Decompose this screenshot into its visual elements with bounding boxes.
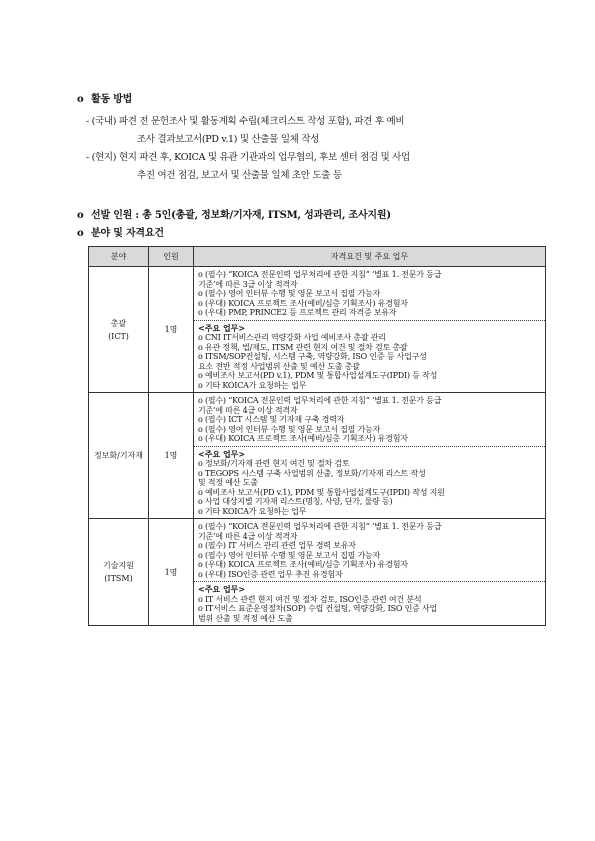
requirements-table	[88, 246, 546, 626]
duty-line: o 기타 KOICA가 요청하는 업무	[198, 506, 307, 516]
area-name: 정보화/기자재	[93, 451, 144, 460]
duty-line: o 예비조사 보고서(PD v.1), PDM 및 통합사업설계도구(IPDI) 작성 지원	[198, 487, 445, 497]
duty-line: o 유관 정책, 법/제도, ITSM 관련 현지 여건 및 절차 검토 총괄	[198, 342, 408, 352]
qualification-line: o (필수) 영어 인터뷰 수행 및 영문 보고서 집필 가능자	[198, 550, 381, 560]
header-area: 분야	[89, 247, 149, 267]
qualification-line: o (우대) PMP, PRINCE2 등 프로젝트 관리 자격증 보유자	[198, 308, 397, 317]
duties-title: <주요 업무>	[198, 584, 246, 594]
activity-domestic-line2: 조사 결과보고서(PD v.1) 및 산출물 일체 작성	[137, 134, 320, 145]
duties-title: <주요 업무>	[198, 322, 246, 333]
duties-block	[194, 321, 545, 393]
table-header-row	[89, 247, 546, 267]
bullet-icon: o	[77, 210, 84, 221]
duty-line: o CNI IT서비스관리 역량강화 사업 예비조사 총괄 관리	[198, 333, 386, 342]
duty-line: o 기타 KOICA가 요청하는 업무	[198, 380, 307, 390]
table-row	[89, 393, 546, 519]
fields-heading	[77, 224, 164, 239]
header-count: 인원	[149, 247, 194, 267]
qualification-line: o (필수) ICT 시스템 및 기자재 구축 경력자	[198, 415, 345, 424]
header-requirements: 자격요건 및 주요 업무	[194, 247, 546, 267]
cell-count: 1명	[149, 519, 194, 626]
area-subname: (ICT)	[108, 331, 129, 341]
fields-heading-text: 분야 및 자격요건	[91, 228, 164, 239]
duty-line: 요소 전반 적정 사업범위 산출 및 예산 도출 총괄	[198, 361, 360, 371]
qualification-line: o (필수) “KOICA 전문인력 업무처리에 관한 지침” ‘별표 1. 전문가 등급	[198, 396, 442, 405]
duty-line: 범위 산출 및 적정 예산 도출	[198, 613, 293, 623]
activity-local-line1: - (현지) 현지 파견 후, KOICA 및 유관 기관과의 업무협의, 후보 센터 점검 및 사업	[86, 152, 410, 163]
cell-count: 1명	[149, 393, 194, 519]
qualification-line: 기준’에 따른 3급 이상 적격자	[198, 279, 298, 289]
qualifications-block	[194, 267, 545, 321]
activity-domestic-line1: - (국내) 파견 전 문헌조사 및 활동계획 수립(체크리스트 작성 포함), 파견 후 예비	[86, 116, 405, 127]
cell-requirements	[194, 519, 546, 626]
qualification-line: 기준’에 따른 4급 이상 적격자	[198, 531, 298, 541]
qualification-line: o (필수) 영어 인터뷰 수행 및 영문 보고서 집필 가능자	[198, 289, 381, 298]
selection-heading-text: 선발 인원 : 총 5인(총괄, 정보화/기자재, ITSM, 성과관리, 조사지원)	[91, 210, 391, 221]
duty-line: 및 적정 예산 도출	[198, 478, 258, 487]
duty-line: o IT 서비스 관련 현지 여건 및 절차 검토, ISO인증 관련 여건 분석	[198, 594, 422, 604]
qualification-line: o (우대) KOICA 프로젝트 조사(예비/심층 기획조사) 유경험자	[198, 560, 408, 569]
activities-heading	[77, 90, 132, 105]
cell-count: 1명	[149, 267, 194, 393]
qualification-line: o (필수) 영어 인터뷰 수행 및 영문 보고서 집필 가능자	[198, 424, 381, 434]
duty-line: o IT서비스 표준운영절차(SOP) 수립 컨설팅, 역량강화, ISO 인증 사업	[198, 604, 438, 613]
bullet-icon: o	[77, 94, 84, 105]
duty-line: o 정보화/기자재 관련 현지 여건 및 절차 검토	[198, 459, 350, 468]
duties-title: <주요 업무>	[198, 448, 246, 459]
cell-requirements	[194, 393, 546, 519]
cell-area	[89, 519, 149, 626]
duties-block	[194, 447, 545, 519]
qualifications-block	[194, 519, 545, 582]
activity-local-line2: 추진 여건 점검, 보고서 및 산출물 일체 초안 도출 등	[137, 170, 342, 181]
qualification-line: 기준’에 따른 4급 이상 적격자	[198, 405, 298, 415]
cell-area	[89, 393, 149, 519]
cell-requirements	[194, 267, 546, 393]
table-row	[89, 267, 546, 393]
area-name: 기술지원	[103, 561, 134, 570]
area-name: 총괄	[110, 318, 127, 328]
selection-heading	[77, 206, 391, 221]
duty-line: o ITSM/SOP컨설팅, 시스템 구축, 역량강화, ISO 인증 등 사업구성	[198, 352, 427, 361]
requirements-body	[89, 267, 546, 626]
qualifications-block	[194, 393, 545, 447]
duty-line: o 사업 대상지별 기자재 리스트(명칭, 사양, 단가, 물량 등)	[198, 497, 393, 506]
table-row	[89, 519, 546, 626]
activities-heading-text: 활동 방법	[91, 94, 133, 105]
qualification-line: o (우대) ISO인증 관련 업무 추진 유경험자	[198, 569, 343, 579]
duty-line: o TEGOPS 시스템 구축 사업범위 산출, 정보화/기자재 리스트 작성	[198, 468, 426, 478]
bullet-icon: o	[77, 228, 84, 239]
qualification-line: o (필수) “KOICA 전문인력 업무처리에 관한 지침” ‘별표 1. 전문가 등급	[198, 270, 442, 279]
duties-block	[194, 582, 545, 625]
cell-area	[89, 267, 149, 393]
qualification-line: o (필수) IT 서비스 관리 관련 업무 경력 보유자	[198, 541, 356, 550]
area-subname: (ITSM)	[104, 574, 133, 583]
qualification-line: o (우대) KOICA 프로젝트 조사(예비/심층 기획조사) 유경험자	[198, 298, 408, 308]
qualification-line: o (우대) KOICA 프로젝트 조사(예비/심층 기획조사) 유경험자	[198, 434, 408, 443]
qualification-line: o (필수) “KOICA 전문인력 업무처리에 관한 지침” ‘별표 1. 전문가 등급	[198, 522, 442, 531]
duty-line: o 예비조사 보고서(PD v.1), PDM 및 통합사업설계도구(IPDI) 등 작성	[198, 371, 438, 380]
